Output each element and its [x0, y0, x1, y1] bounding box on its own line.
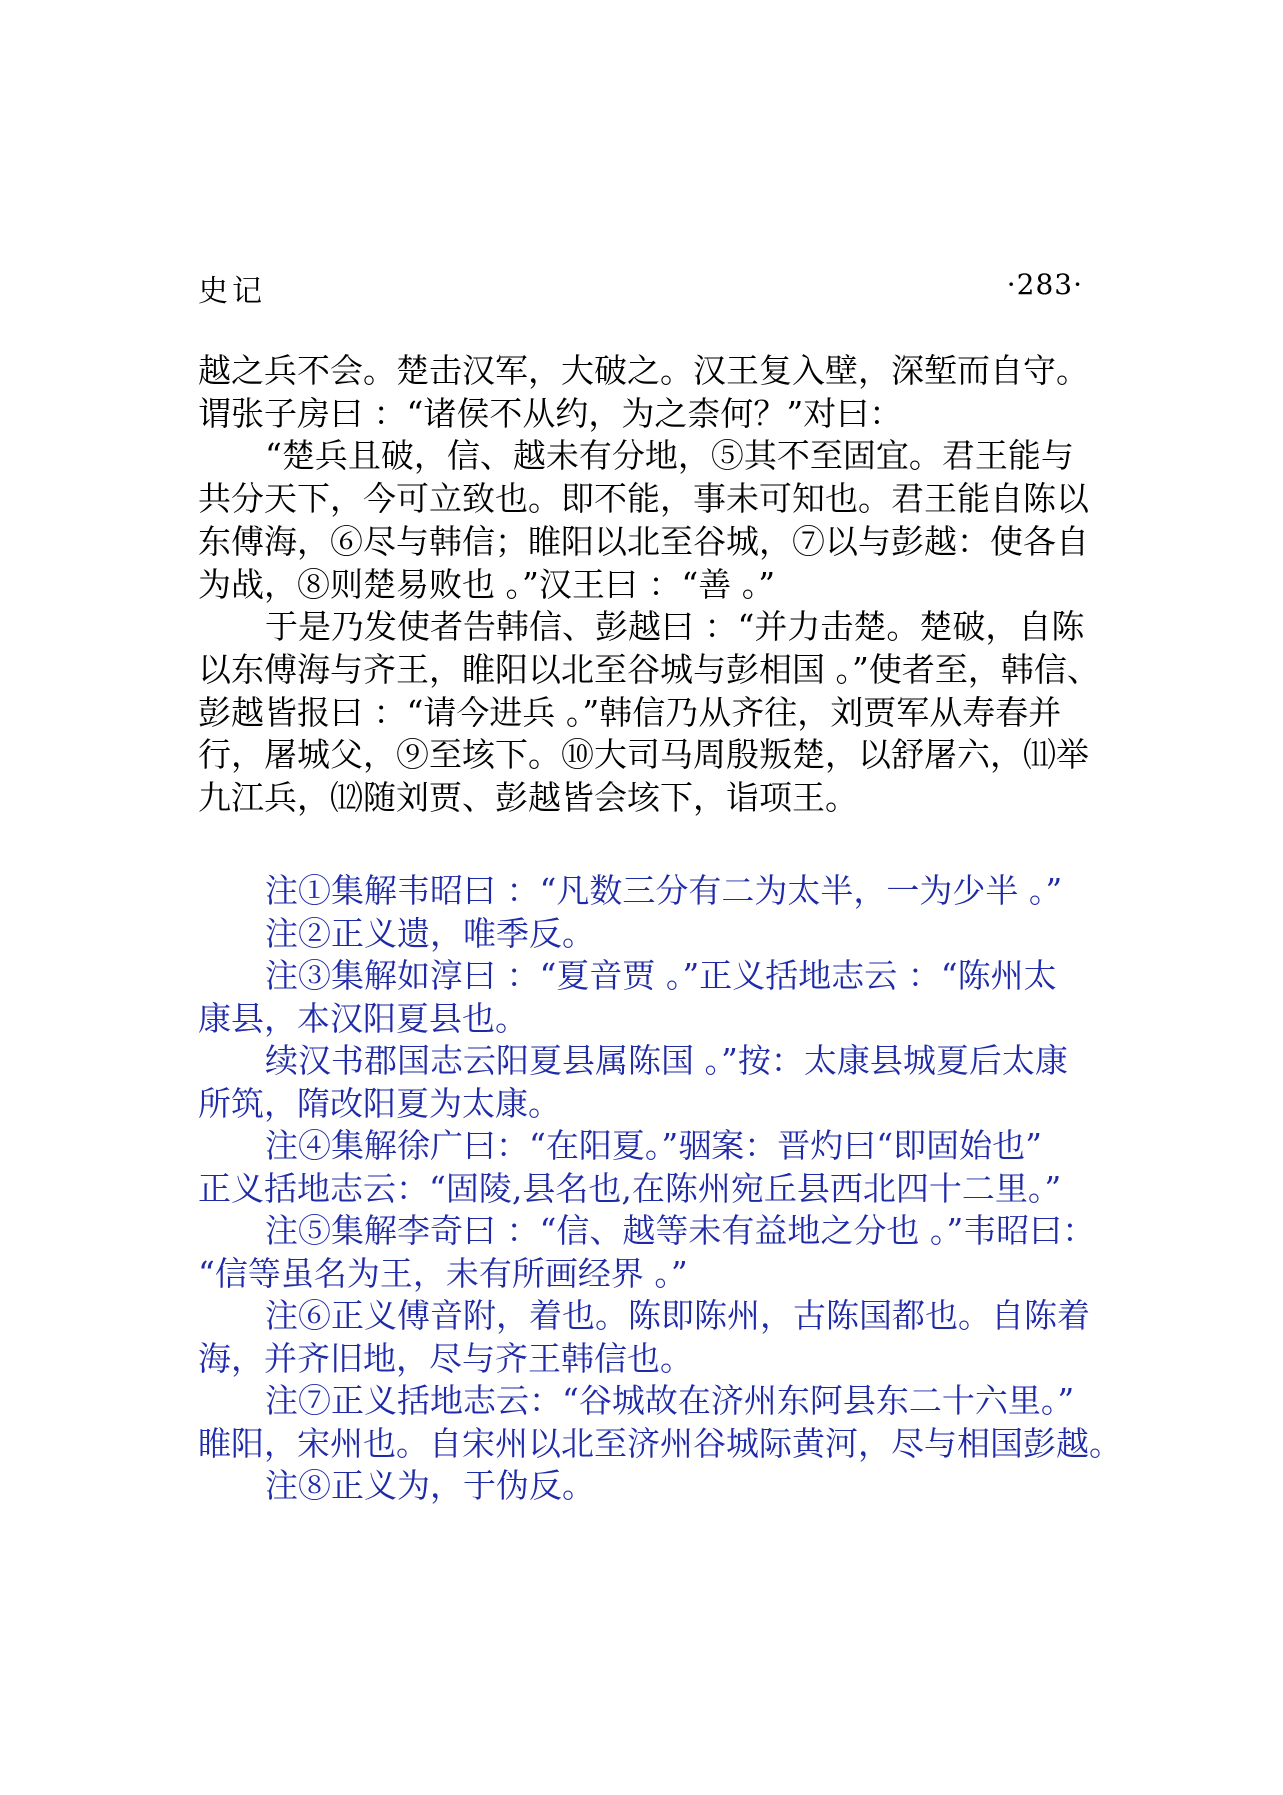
- note-line: 注⑧正义为，于伪反。: [265, 1466, 595, 1505]
- text-line: 东傅海，⑥尽与韩信；睢阳以北至谷城，⑦以与彭越：使各自: [198, 521, 1089, 561]
- text-line: 以东傅海与齐王，睢阳以北至谷城与彭相国 。”使者至，韩信、: [198, 649, 1100, 689]
- note-line: “信等虽名为王，未有所画经界 。”: [198, 1253, 688, 1293]
- note-line: 注⑤集解李奇曰 ：“信、越等未有益地之分也 。”韦昭曰：: [265, 1211, 1096, 1250]
- book-title: 史记: [198, 274, 266, 309]
- note-line: 注①集解韦昭曰 ：“凡数三分有二为太半，一为少半 。”: [265, 871, 1063, 910]
- note-line: 注⑦正义括地志云：“谷城故在济州东阿县东二十六里。”: [265, 1381, 1075, 1420]
- note-line: 注④集解徐广曰：“在阳夏。”骃案：晋灼曰“即固始也”: [265, 1126, 1042, 1165]
- page-number: ·283·: [1006, 268, 1083, 301]
- note-line: 注②正义遗，唯季反。: [265, 913, 595, 953]
- text-line: 于是乃发使者告韩信、彭越曰 ：“并力击楚。楚破，自陈: [265, 607, 1085, 647]
- text-line: “楚兵且破，信、越未有分地，⑤其不至固宜。君王能与: [265, 436, 1074, 476]
- text-line: 共分天下，今可立致也。即不能，事未可知也。君王能自陈以: [198, 479, 1089, 519]
- text-line: 九江兵，⑿随刘贾、彭越皆会垓下，诣项王。: [198, 778, 858, 818]
- text-line: 为战，⑧则楚易败也 。”汉王曰 ：“善 。”: [198, 564, 776, 604]
- text-line: 越之兵不会。楚击汉军，大破之。汉王复入壁，深堑而自守。: [198, 351, 1089, 390]
- note-line: 海，并齐旧地，尽与齐王韩信也。: [198, 1338, 693, 1378]
- page-header: [198, 266, 1083, 310]
- note-line: 续汉书郡国志云阳夏县属陈国 。”按：太康县城夏后太康: [265, 1041, 1068, 1080]
- note-line: 注⑥正义傅音附，着也。陈即陈州，古陈国都也。自陈着: [265, 1296, 1090, 1335]
- annotations: [198, 870, 1122, 1508]
- main-text: [198, 350, 1108, 820]
- text-line: 行，屠城父，⑨至垓下。⑩大司马周殷叛楚，以舒屠六，⑾举: [198, 735, 1089, 775]
- note-line: 正义括地志云：“固陵,县名也,在陈州宛丘县西北四十二里。”: [198, 1168, 1062, 1208]
- text-line: 彭越皆报曰 ：“请今进兵 。”韩信乃从齐往，刘贾军从寿春并: [198, 692, 1062, 732]
- text-line: 谓张子房曰 ：“诸侯不从约，为之柰何？”对曰：: [198, 393, 903, 433]
- note-line: 注③集解如淳曰 ：“夏音贾 。”正义括地志云 ：“陈州太: [265, 956, 1057, 995]
- note-line: 康县，本汉阳夏县也。: [198, 998, 528, 1038]
- note-line: 睢阳，宋州也。自宋州以北至济州谷城际黄河，尽与相国彭越。: [198, 1423, 1122, 1463]
- note-line: 所筑，隋改阳夏为太康。: [198, 1083, 561, 1123]
